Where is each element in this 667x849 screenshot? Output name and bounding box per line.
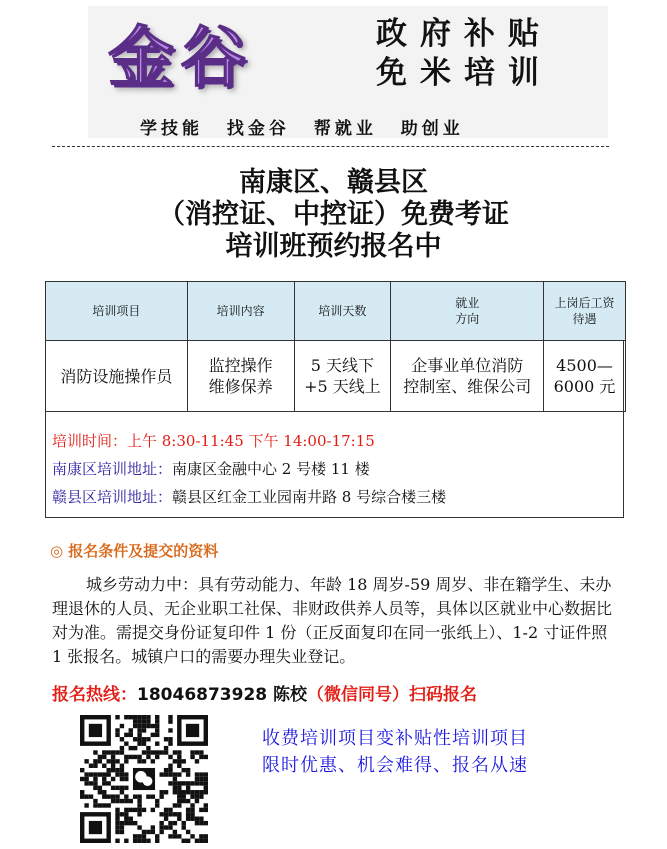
qr-code-graphic	[80, 715, 208, 843]
brand-logo: 金谷	[108, 19, 252, 96]
ganxian-address-value: 赣县区红金工业园南井路 8 号综合楼三楼	[172, 488, 447, 506]
hotline-contact: 陈校	[273, 685, 308, 705]
nankang-address-value: 南康区金融中心 2 号楼 11 楼	[172, 460, 370, 478]
table-header-cell: 培训项目	[46, 282, 188, 341]
requirements-title: ◎ 报名条件及提交的资料	[50, 542, 219, 560]
slogan-line-1: 政府补贴	[376, 16, 552, 52]
training-time: 培训时间：上午 8:30-11:45 下午 14:00-17:15	[52, 432, 375, 450]
training-table	[45, 281, 626, 412]
table-header-row	[46, 282, 626, 341]
table-header-cell: 培训内容	[187, 282, 294, 341]
ganxian-address	[52, 486, 446, 507]
training-info-box	[45, 281, 624, 518]
hotline	[52, 680, 477, 705]
tagline: 学技能 找金谷 帮就业 助创业	[140, 119, 464, 139]
nankang-address	[52, 458, 370, 479]
slogan-line-2: 免米培训	[376, 55, 552, 91]
promo-line-2: 限时优惠、机会难得、报名从速	[262, 755, 528, 776]
divider	[52, 146, 609, 147]
table-cell: 4500— 6000 元	[544, 341, 626, 412]
hotline-number[interactable]: 18046873928	[137, 685, 268, 705]
wechat-qr-code-icon[interactable]	[80, 715, 208, 843]
table-cell: 企事业单位消防 控制室、维保公司	[391, 341, 544, 412]
hotline-label: 报名热线：	[52, 685, 137, 705]
table-header-cell: 培训天数	[294, 282, 391, 341]
promo-line-1: 收费培训项目变补贴性培训项目	[262, 728, 528, 749]
table-row	[46, 341, 626, 412]
table-header-cell: 上岗后工资 待遇	[544, 282, 626, 341]
requirements-body: 城乡劳动力中：具有劳动能力、年龄 18 周岁-59 周岁、非在籍学生、未办理退休的人员、无企业职工社保、非财政供养人员等，具体以区就业中心数据比对为准。需提交身份证复印件 1 份（正反面复印在同一张纸上）、1-2 寸证件照 1 张报名。城镇户口的需要办理失业登记。	[52, 575, 613, 666]
table-header-cell: 就业 方向	[391, 282, 544, 341]
table-cell: 监控操作 维修保养	[187, 341, 294, 412]
ganxian-address-label: 赣县区培训地址：	[52, 488, 173, 506]
headline-line-2: （消控证、中控证）免费考证	[158, 199, 509, 230]
headline-line-3: 培训班预约报名中	[225, 231, 442, 262]
headline-line-1: 南康区、赣县区	[239, 167, 428, 198]
hotline-note: （微信同号）扫码报名	[307, 685, 478, 705]
nankang-address-label: 南康区培训地址：	[52, 460, 173, 478]
table-cell: 5 天线下 +5 天线上	[294, 341, 391, 412]
table-cell: 消防设施操作员	[46, 341, 188, 412]
